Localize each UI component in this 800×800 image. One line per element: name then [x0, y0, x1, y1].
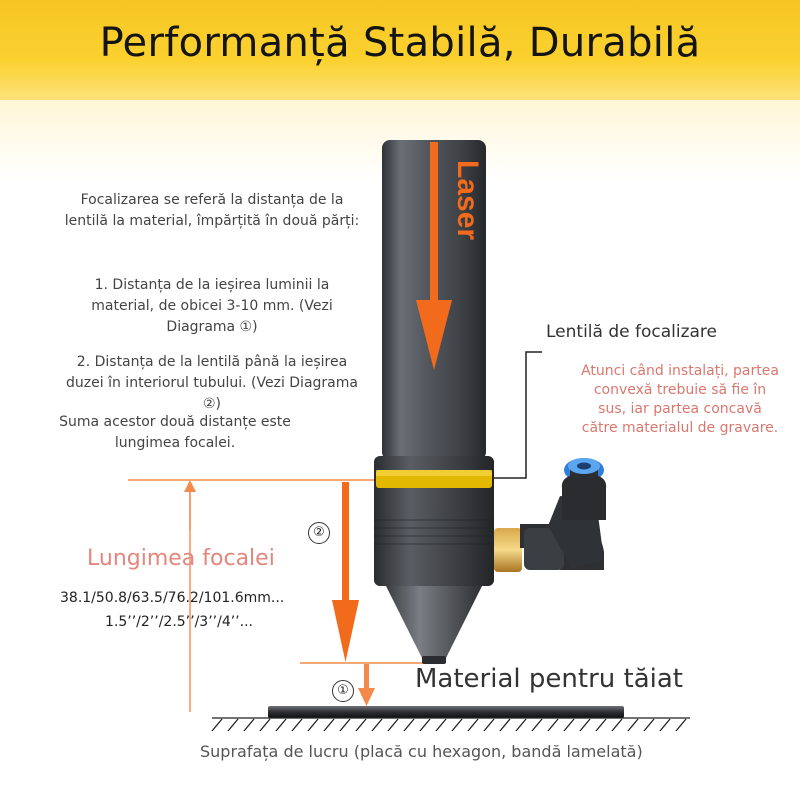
focal-arrow-one [358, 664, 375, 706]
focus-intro-text: Focalizarea se referă la distanța de la lentilă la material, împărțită în două părți: [64, 192, 360, 229]
lens-install-note: Atunci când instalați, partea convexă trebuie să fie în sus, iar partea concavă către materialul de gravare. [581, 363, 779, 436]
guide-left-arrowhead-top [184, 480, 196, 492]
page-title: Performanță Stabilă, Durabilă [99, 20, 701, 66]
material-label: Material pentru tăiat [415, 664, 683, 694]
focal-arrow-two [332, 482, 359, 662]
lens-label: Lentilă de focalizare [546, 322, 718, 342]
work-surface-label: Suprafața de lucru (placă cu hexagon, bandă lamelată) [200, 742, 643, 761]
laser-arrow-overlay [430, 142, 438, 312]
lens-pointer [494, 352, 542, 478]
diagram-marker-one: ① [332, 680, 354, 702]
material-plate [268, 706, 624, 718]
work-surface [212, 718, 690, 731]
nozzle-cone [386, 586, 482, 658]
laser-label: Laser [451, 160, 484, 241]
diagram-marker-two: ② [308, 522, 330, 544]
focal-sizes-mm: 38.1/50.8/63.5/76.2/101.6mm... [60, 590, 285, 606]
nozzle-tip [422, 656, 446, 664]
focus-point-two: 2. Distanța de la lentilă până la ieșirea duzei în interiorul tubului. (Vezi Diagrama ②) [66, 354, 358, 412]
focal-sizes-inch: 1.5’’/2’’/2.5’’/3’’/4’’... [105, 614, 253, 630]
focal-length-title: Lungimea focalei [87, 546, 275, 571]
focus-point-one: 1. Distanța de la ieșirea luminii la material, de obicei 3-10 mm. (Vezi Diagrama ①) [91, 277, 333, 335]
brass-connector [494, 528, 522, 572]
focus-summary: Suma acestor două distanțe este lungimea focalei. [59, 414, 291, 451]
